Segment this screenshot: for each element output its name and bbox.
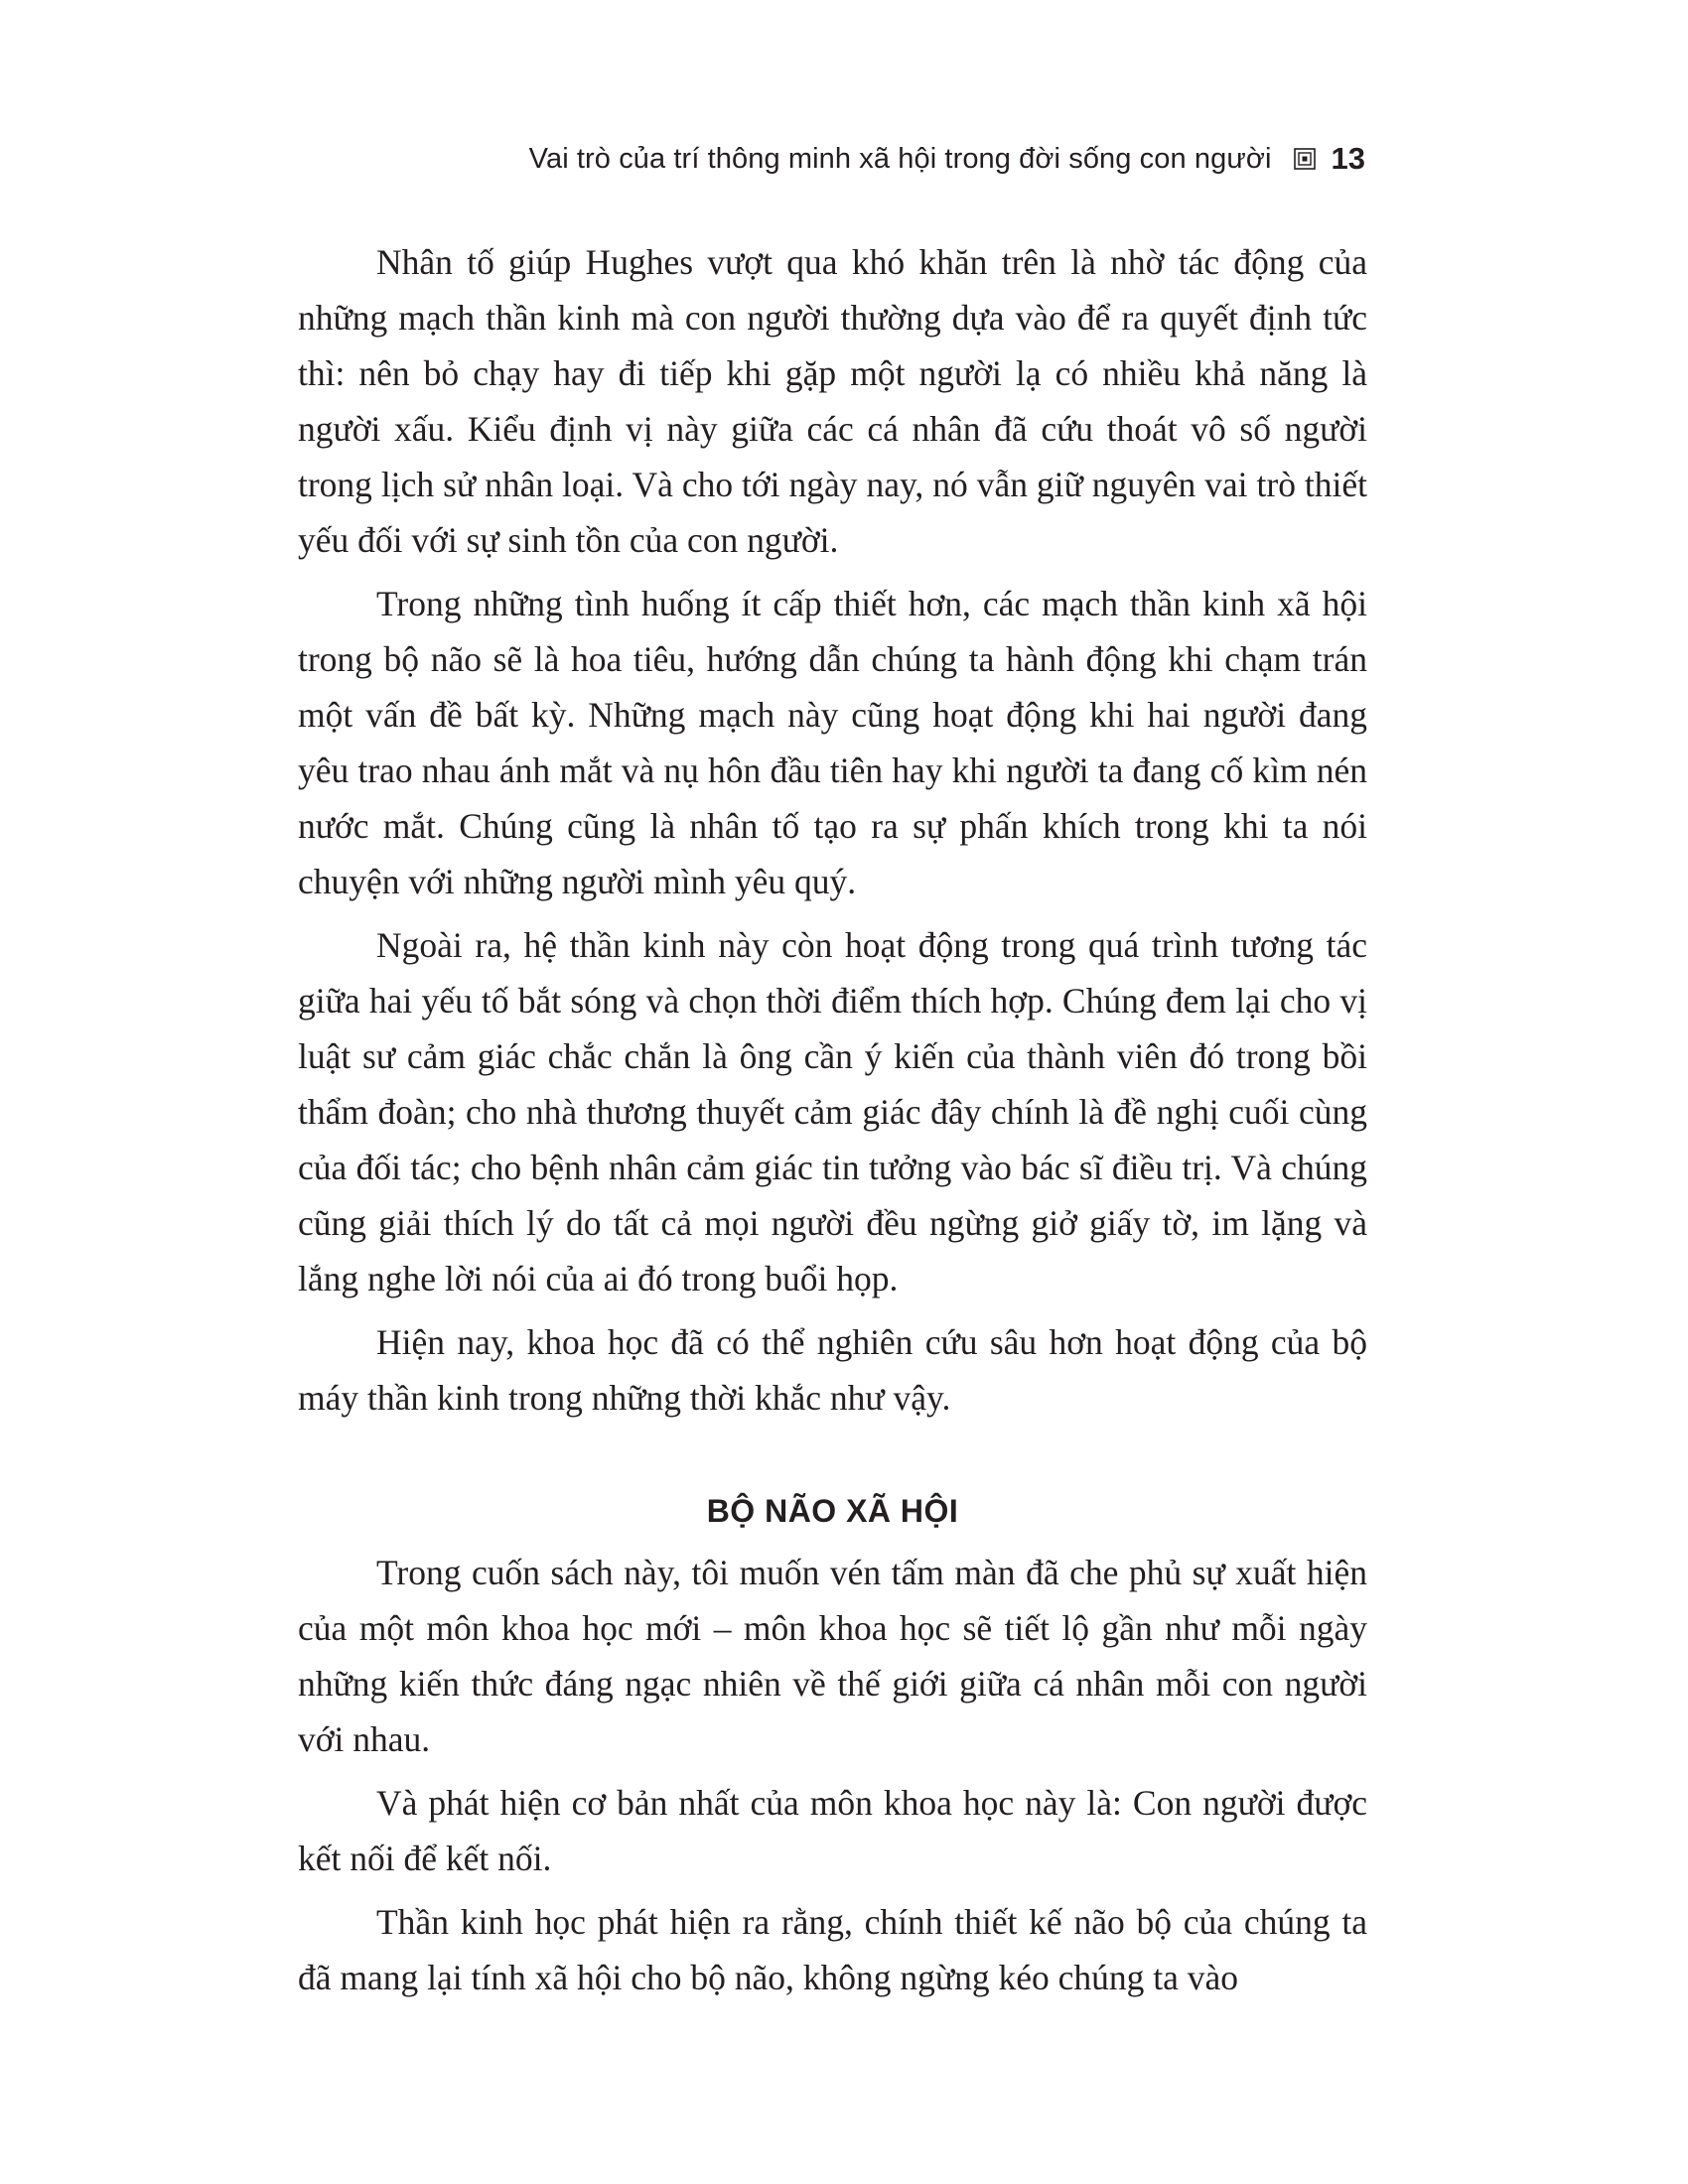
paragraph: Thần kinh học phát hiện ra rằng, chính thiết kế não bộ của chúng ta đã mang lại tính xã hội cho bộ não, không ngừng kéo chúng ta vào [298,1902,1367,1997]
page-number: 13 [1331,141,1365,176]
body-text [298,234,1367,2013]
paragraph: Nhân tố giúp Hughes vượt qua khó khăn trên là nhờ tác động của những mạch thần kinh mà con người thường dựa vào để ra quyết định tức thì: nên bỏ chạy hay đi tiếp khi gặp một người lạ có nhiều khả năng là người xấu. Kiểu định vị này giữa các cá nhân đã cứu thoát vô số người trong lịch sử nhân loại. Và cho tới ngày nay, nó vẫn giữ nguyên vai trò thiết yếu đối với sự sinh tồn của con người. [298,242,1367,560]
paragraph: Ngoài ra, hệ thần kinh này còn hoạt động trong quá trình tương tác giữa hai yếu tố bắt sóng và chọn thời điểm thích hợp. Chúng đem lại cho vị luật sư cảm giác chắc chắn là ông cần ý kiến của thành viên đó trong bồi thẩm đoàn; cho nhà thương thuyết cảm giác đây chính là đề nghị cuối cùng của đối tác; cho bệnh nhân cảm giác tin tưởng vào bác sĩ điều trị. Và chúng cũng giải thích lý do tất cả mọi người đều ngừng giở giấy tờ, im lặng và lắng nghe lời nói của ai đó trong buổi họp. [298,925,1367,1298]
chapter-title: Vai trò của trí thông minh xã hội trong đời sống con người [528,142,1272,175]
paragraph: Và phát hiện cơ bản nhất của môn khoa học này là: Con người được kết nối để kết nối. [298,1783,1367,1878]
paragraph: Trong cuốn sách này, tôi muốn vén tấm màn đã che phủ sự xuất hiện của một môn khoa học mới – môn khoa học sẽ tiết lộ gần như mỗi ngày những kiến thức đáng ngạc nhiên về thế giới giữa cá nhân mỗi con người với nhau. [298,1553,1367,1759]
square-ornament-icon [1294,148,1316,170]
paragraph: Hiện nay, khoa học đã có thể nghiên cứu sâu hơn hoạt động của bộ máy thần kinh trong những thời khắc như vậy. [298,1322,1367,1418]
paragraph: Trong những tình huống ít cấp thiết hơn, các mạch thần kinh xã hội trong bộ não sẽ là hoa tiêu, hướng dẫn chúng ta hành động khi chạm trán một vấn đề bất kỳ. Những mạch này cũng hoạt động khi hai người đang yêu trao nhau ánh mắt và nụ hôn đầu tiên hay khi người ta đang cố kìm nén nước mắt. Chúng cũng là nhân tố tạo ra sự phấn khích trong khi ta nói chuyện với những người mình yêu quý. [298,584,1367,901]
section-heading: BỘ NÃO XÃ HỘI [706,1493,959,1529]
running-header [529,141,1365,177]
